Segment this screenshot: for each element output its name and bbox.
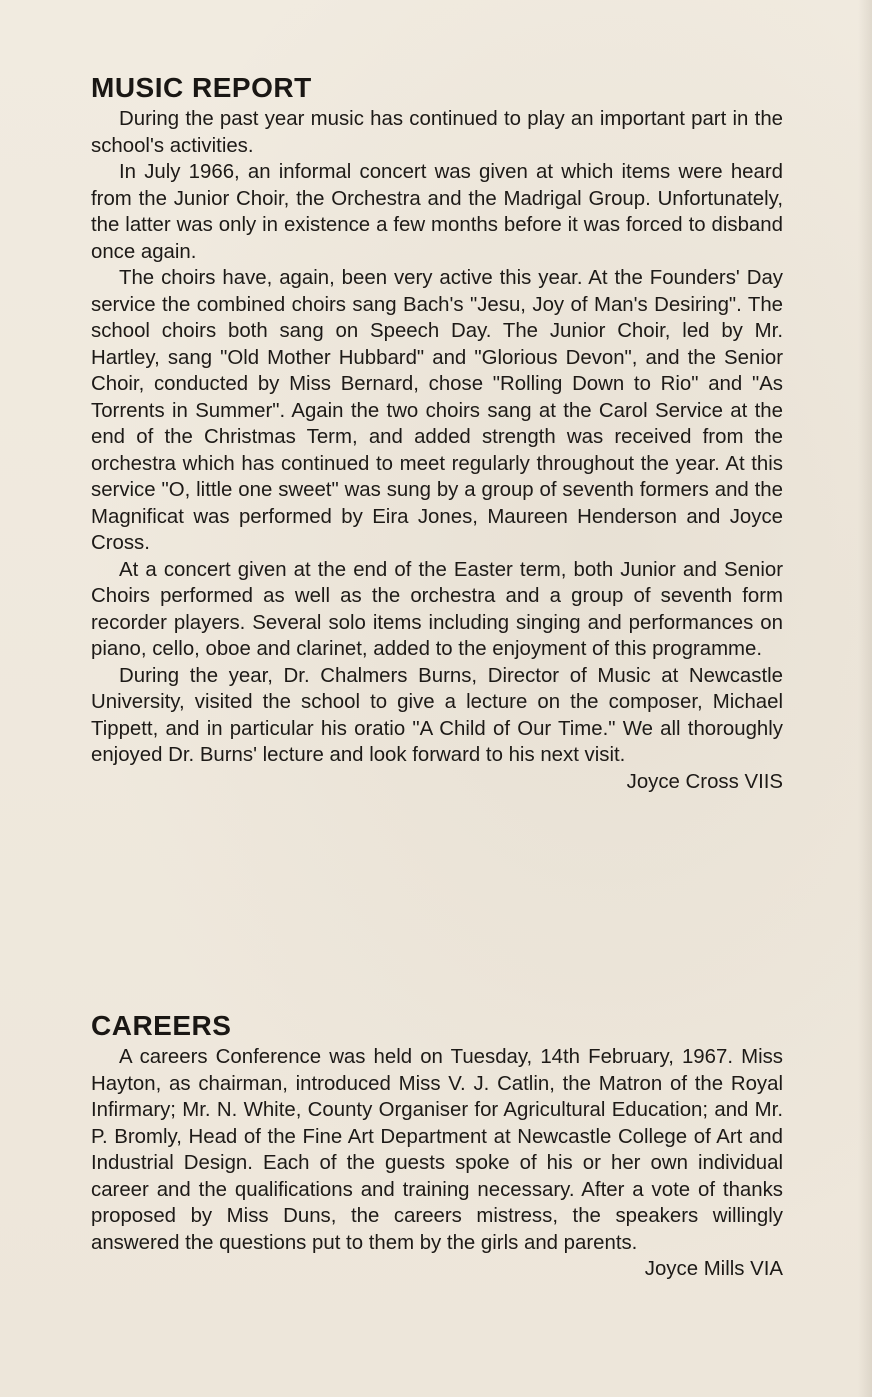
- page-edge-shadow: [858, 0, 872, 1397]
- careers-heading: CAREERS: [91, 1010, 232, 1041]
- music-paragraph-2: In July 1966, an informal concert was given at which items were heard from the Junior Choir, the Orchestra and the Madrigal Group. Unfortunately, the latter was only in existence a few months before it was forced to disband once again.: [91, 161, 783, 263]
- careers-paragraph-1: A careers Conference was held on Tuesday, 14th February, 1967. Miss Hayton, as chairman, introduced Miss V. J. Catlin, the Matron of the Royal Infirmary; Mr. N. White, County Organiser for Agricultural Education; and Mr. P. Bromly, Head of the Fine Art Department at Newcastle College of Art and Industrial Design. Each of the guests spoke of his or her own individual career and the qualifications and training necessary. After a vote of thanks proposed by Miss Duns, the careers mistress, the speakers willingly answered the questions put to them by the girls and parents.: [91, 1046, 783, 1254]
- music-report-signature: Joyce Cross VIIS: [626, 770, 783, 793]
- careers-signature: Joyce Mills VIA: [644, 1258, 783, 1280]
- music-report-section: [91, 70, 783, 795]
- music-paragraph-1: During the past year music has continued to play an important part in the school's activities.: [91, 108, 783, 157]
- careers-section: [91, 1008, 783, 1283]
- music-paragraph-3: The choirs have, again, been very active this year. At the Founders' Day service the combined choirs sang Bach's "Jesu, Joy of Man's Desiring". The school choirs both sang on Speech Day. The Junior Choir, led by Mr. Hartley, sang "Old Mother Hubbard" and "Glorious Devon", and the Senior Choir, conducted by Miss Bernard, chose "Rolling Down to Rio" and "As Torrents in Summer". Again the two choirs sang at the Carol Service at the end of the Christmas Term, and added strength was received from the orchestra which has continued to meet regularly throughout the year. At this service "O, little one sweet" was sung by a group of seventh formers and the Magnificat was performed by Eira Jones, Maureen Henderson and Joyce Cross.: [91, 267, 783, 554]
- music-paragraph-4: At a concert given at the end of the Easter term, both Junior and Senior Choirs performed as well as the orchestra and a group of seventh form recorder players. Several solo items including singing and performances on piano, cello, oboe and clarinet, added to the enjoyment of this programme.: [91, 558, 783, 660]
- music-paragraph-5: During the year, Dr. Chalmers Burns, Director of Music at Newcastle University, visited the school to give a lecture on the composer, Michael Tippett, and in particular his oratio "A Child of Our Time." We all thoroughly enjoyed Dr. Burns' lecture and look forward to his next visit.: [91, 664, 783, 766]
- music-report-heading: MUSIC REPORT: [91, 72, 312, 103]
